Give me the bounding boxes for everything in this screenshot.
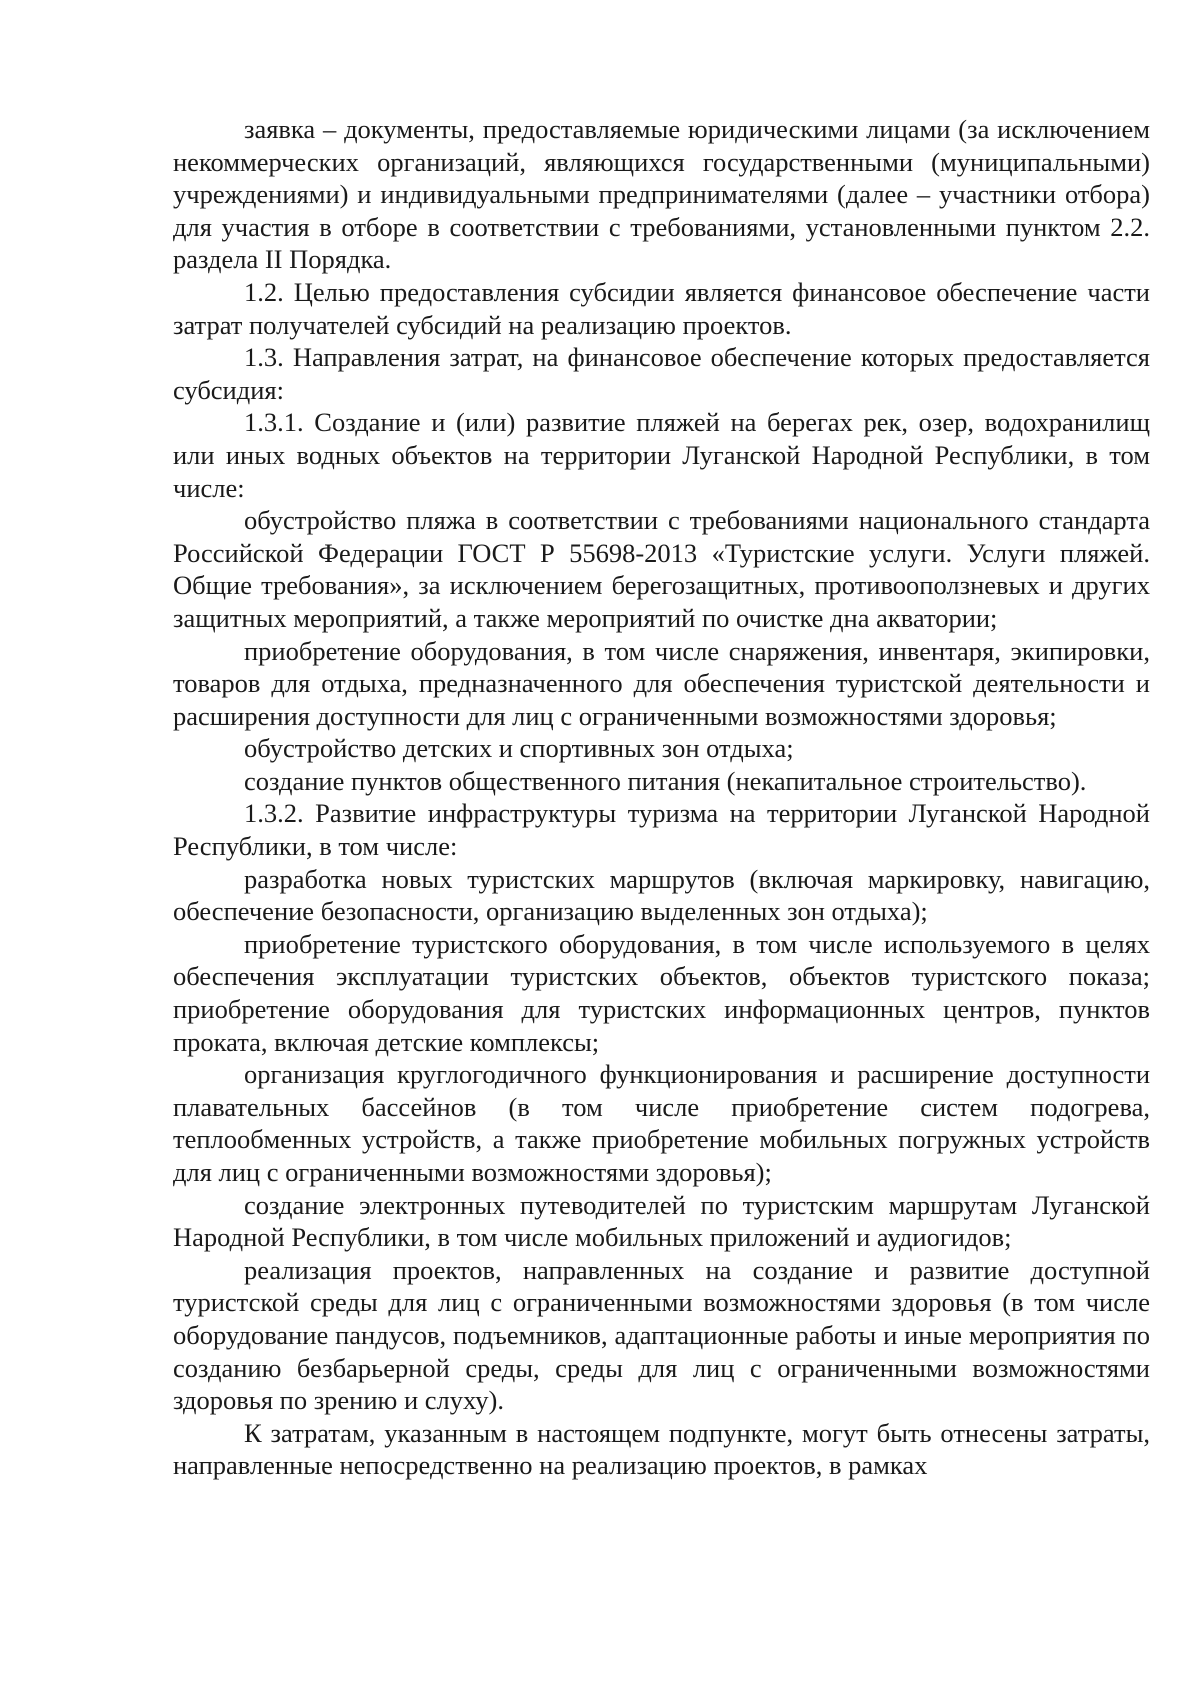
paragraph-tourist-equipment: приобретение туристского оборудования, в том числе используемого в целях обеспечения эксплуатации туристских объектов, объектов туристского показа; приобретение оборудования для туристских информационных центров, пунктов проката, включая детские комплексы; [173,928,1150,1057]
paragraph-recreation-zones: обустройство детских и спортивных зон отдыха; [244,733,794,764]
paragraph-electronic-guides: создание электронных путеводителей по туристским маршрутам Луганской Народной Республики, в том числе мобильных приложений и аудиогидов; [173,1189,1150,1253]
paragraph-catering-points: создание пунктов общественного питания (некапитальное строительство). [244,765,1087,796]
paragraph-swimming-pools: организация круглогодичного функционирования и расширение доступности плавательных бассейнов (в том числе приобретение систем подогрева, теплообменных устройств, а также приобретение мобильных погружных устройств для лиц с ограниченными возможностями здоровья); [173,1059,1150,1187]
paragraph-new-routes: разработка новых туристских маршрутов (включая маркировку, навигацию, обеспечение безопасности, организацию выделенных зон отдыха); [173,863,1150,927]
paragraph-application-definition: заявка – документы, предоставляемые юридическими лицами (за исключением некоммерческих организаций, являющихся государственными (муниципальными) учреждениями) и индивидуальными предпринимателями (далее – участники отбора) для участия в отборе в соответствии с требованиями, установленными пунктом 2.2. раздела II Порядка. [173,114,1150,275]
paragraph-1-3-1-beaches: 1.3.1. Создание и (или) развитие пляжей на берегах рек, озер, водохранилищ или иных водных объектов на территории Луганской Народной Республики, в том числе: [173,407,1150,503]
document-body [173,113,1150,1482]
paragraph-1-2-subsidy-goal: 1.2. Целью предоставления субсидии является финансовое обеспечение части затрат получателей субсидий на реализацию проектов. [173,276,1150,340]
paragraph-1-3-cost-directions: 1.3. Направления затрат, на финансовое обеспечение которых предоставляется субсидия: [173,342,1150,405]
paragraph-equipment-purchase: приобретение оборудования, в том числе снаряжения, инвентаря, экипировки, товаров для отдыха, предназначенного для обеспечения туристской деятельности и расширения доступности для лиц с ограниченными возможностями здоровья; [173,635,1150,731]
paragraph-accessible-environment: реализация проектов, направленных на создание и развитие доступной туристской среды для лиц с ограниченными возможностями здоровья (в том числе оборудование пандусов, подъемников, адаптационные работы и иные мероприятия по созданию безбарьерной среды, среды для лиц с ограниченными возможностями здоровья по зрению и слуху). [173,1254,1150,1416]
paragraph-1-3-2-infrastructure: 1.3.2. Развитие инфраструктуры туризма на территории Луганской Народной Республики, в том числе: [173,798,1150,862]
paragraph-eligible-costs: К затратам, указанным в настоящем подпункте, могут быть отнесены затраты, направленные непосредственно на реализацию проектов, в рамках [173,1417,1150,1481]
paragraph-beach-arrangement: обустройство пляжа в соответствии с требованиями национального стандарта Российской Федерации ГОСТ Р 55698-2013 «Туристские услуги. Услуги пляжей. Общие требования», за исключением берегозащитных, противооползневых и других защитных мероприятий, а также мероприятий по очистке дна акватории; [173,505,1150,633]
